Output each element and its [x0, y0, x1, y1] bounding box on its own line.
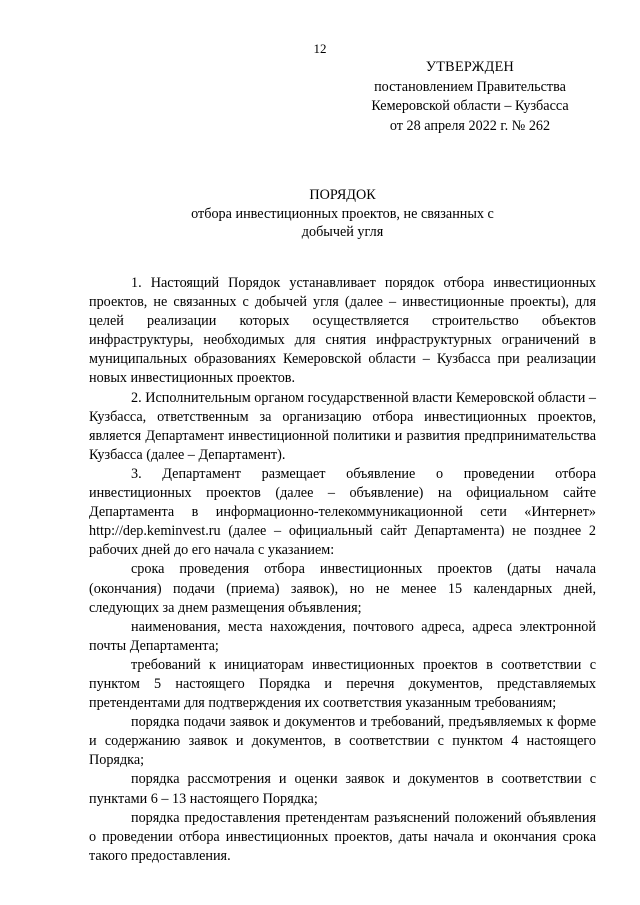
paragraph: 2. Исполнительным органом государственной власти Кемеровской области – Кузбасса, ответственным за организацию отбора инвестиционных проектов, является Департамент инвестиционной политики и развития предпринимательства Кузбасса (далее – Департамент).	[89, 389, 596, 463]
paragraph: 3. Департамент размещает объявление о проведении отбора инвестиционных проектов (далее – объявление) на официальном сайте Департамента в информационно-телекоммуникационной сети «Интернет» http://dep.keminvest.ru (далее – официальный сайт Департамента) не позднее 2 рабочих дней до его начала с указанием:	[89, 465, 596, 559]
paragraph: срока проведения отбора инвестиционных проектов (даты начала (окончания) подачи (приема) заявок), но не менее 15 календарных дней, следующих за днем размещения объявления;	[89, 561, 596, 616]
title-line: отбора инвестиционных проектов, не связанных с	[191, 205, 494, 222]
approval-heading: УТВЕРЖДЕН	[425, 59, 515, 75]
approval-line: от 28 апреля 2022 г. № 262	[389, 117, 551, 134]
title-line: ПОРЯДОК	[309, 187, 376, 203]
paragraph: порядка рассмотрения и оценки заявок и документов в соответствии с пунктами 6 – 13 настоящего Порядка;	[89, 771, 596, 807]
document-body	[89, 274, 596, 866]
paragraph: наименования, места нахождения, почтового адреса, адреса электронной почты Департамента;	[89, 618, 596, 654]
approval-line: Кемеровской области – Кузбасса	[371, 98, 569, 114]
title-line: добычей угля	[301, 224, 384, 240]
document-title	[89, 186, 596, 242]
approval-line: постановлением Правительства	[374, 78, 566, 95]
paragraph: порядка предоставления претендентам разъяснений положений объявления о проведении отбора инвестиционных проектов, даты начала и окончания срока такого предоставления.	[89, 809, 596, 864]
paragraph: порядка подачи заявок и документов и требований, предъявляемых к форме и содержанию заявок и документов, в соответствии с пунктом 4 настоящего Порядка;	[89, 714, 596, 769]
paragraph: 1. Настоящий Порядок устанавливает порядок отбора инвестиционных проектов, не связанных с добычей угля (далее – инвестиционные проекты), для целей реализации которых осуществляется строительство объектов инфраструктуры, необходимых для снятия инфраструктурных ограничений в муниципальных образованиях Кемеровской области – Кузбасса при реализации новых инвестиционных проектов.	[89, 275, 596, 387]
approval-block	[340, 58, 600, 136]
paragraph: требований к инициаторам инвестиционных проектов в соответствии с пунктом 5 настоящего Порядка и перечня документов, представляемых претендентами для подтверждения их соответствия указанным требованиям;	[89, 656, 596, 712]
page-number: 12	[313, 41, 327, 56]
